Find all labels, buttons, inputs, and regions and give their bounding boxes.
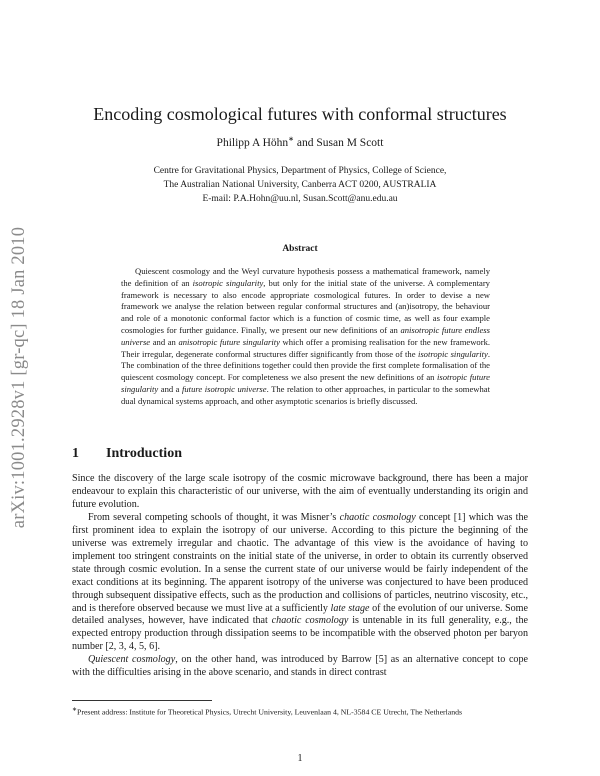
- body-text: [72, 473, 528, 680]
- page-number: 1: [297, 753, 303, 764]
- section-number: 1: [72, 446, 79, 461]
- paragraph-3: Quiescent cosmology, on the other hand, was introduced by Barrow [5] as an alternative concept to cope with the difficulties arising in the above scenario, and stands in direct contrast: [72, 654, 529, 679]
- affiliation-line: The Australian National University, Canberra ACT 0200, AUSTRALIA: [163, 180, 437, 190]
- arxiv-id: arXiv:1001.2928v1 [gr-qc] 18 Jan 2010: [9, 226, 30, 528]
- footnote-text: Present address: Institute for Theoretical Physics, Utrecht University, Leuvenlaan 4, NL-3584 CE Utrecht, The Netherlands: [77, 707, 463, 717]
- paragraph-1: Since the discovery of the large scale isotropy of the cosmic microwave background, there has been a major endeavour to explain this characteristic of our universe, with the aim of eventually understanding its origin and future evolution.: [72, 473, 528, 510]
- affiliation: [80, 164, 520, 206]
- author-1: Philipp A Höhn: [216, 136, 289, 149]
- author-2: and Susan M Scott: [294, 136, 384, 149]
- section-heading-introduction: [72, 446, 182, 462]
- abstract-heading: Abstract: [282, 244, 318, 254]
- author-footnote-mark: ∗: [288, 135, 294, 143]
- abstract-text: Quiescent cosmology and the Weyl curvature hypothesis possess a mathematical framework, namely the definition of an isotropic singularity, but only for the initial state of the universe. A complementary framework is necessary to also encode appropriate cosmological futures. In order to devise a new framework we analyse the relation between regular conformal structures and (an)isotropy, the behaviour and role of a monotonic conformal factor which is a function of cosmic time, as well as four example cosmologies for further guidance. Finally, we present our new definitions of an anisotropic future endless universe and an anisotropic future singularity which offer a promising realisation for the new framework. Their irregular, degenerate conformal structures differ significantly from those of the isotropic singularity. The combination of the three definitions together could then provide the first complete formalisation of the quiescent cosmology concept. For completeness we also present the new definitions of an isotropic future singularity and a future isotropic universe. The relation to other approaches, in particular to the somewhat dual dynamical systems approach, and other asymptotic scenarios is briefly discussed.: [121, 266, 491, 406]
- footnote-mark: ∗: [72, 707, 78, 713]
- arxiv-sidebar-stamp: [3, 207, 37, 547]
- affiliation-line: Centre for Gravitational Physics, Department of Physics, College of Science,: [153, 166, 447, 176]
- email-line: E-mail: P.A.Hohn@uu.nl, Susan.Scott@anu.edu.au: [202, 194, 398, 204]
- footnote-rule: [72, 700, 212, 701]
- section-title: Introduction: [106, 446, 182, 461]
- paper-title: Encoding cosmological futures with conformal structures: [93, 104, 507, 124]
- footnote: [72, 705, 528, 718]
- authors: [100, 135, 500, 149]
- paragraph-2: From several competing schools of thought, it was Misner’s chaotic cosmology concept [1] which was the first prominent idea to explain the isotropy of our universe. According to this picture the beginning of the universe was extremely irregular and chaotic. The advantage of this view is the avoidance of having to implement too stringent constraints on the initial state of the universe, in order to obtain its currently observed state through cosmic evolution. In a sense the current state of our universe would be fairly independent of the exact conditions at its beginning. The apparent isotropy of the universe was conjectured to have been produced through subsequent dissipative effects, such as the production and collisions of particles, neutrino viscosity, etc., and is therefore observed because we must live at a sufficiently late stage of the evolution of our universe. Some detailed analyses, however, have indicated that chaotic cosmology is untenable in its full generality, e.g., the expected entropy production through dissipation seems to be incompatible with the observed photon per baryon number [2, 3, 4, 5, 6].: [72, 511, 529, 653]
